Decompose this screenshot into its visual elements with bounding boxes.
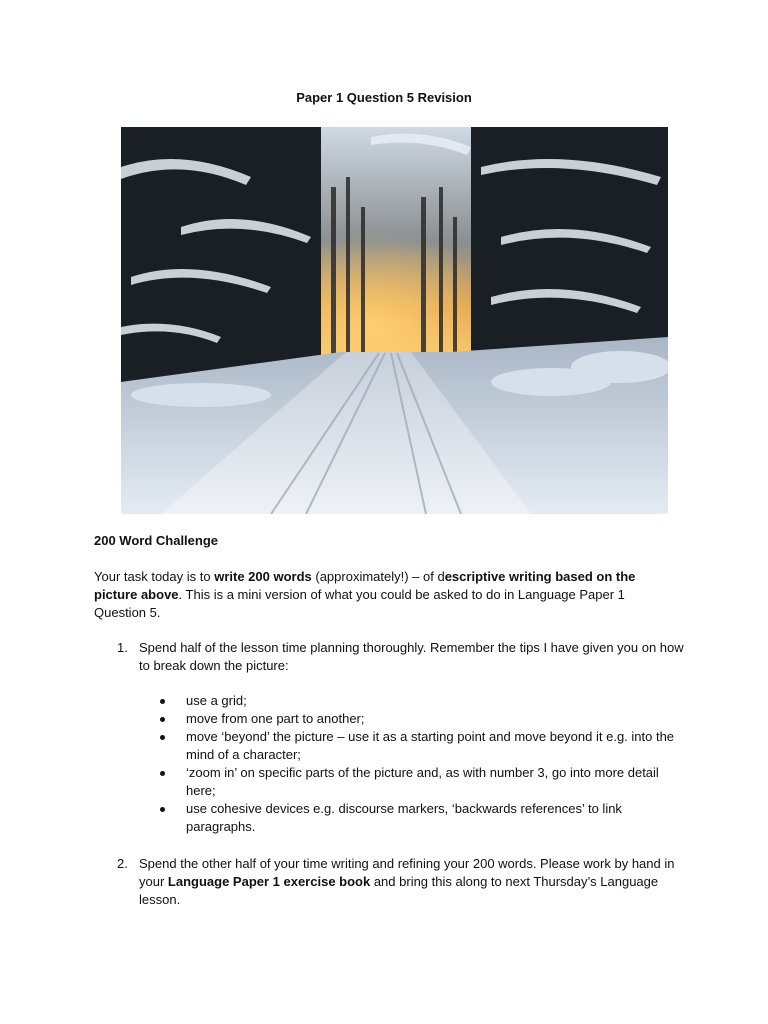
item-text-bold: Language Paper 1 exercise book: [167, 874, 371, 889]
section-heading: 200 Word Challenge: [94, 533, 219, 548]
bullet-icon: [160, 771, 165, 776]
bullet-icon: [160, 735, 165, 740]
item-number: 2.: [117, 856, 128, 871]
list-item: move from one part to another;: [160, 710, 680, 728]
item-number: 1.: [117, 640, 128, 655]
intro-text-2: (approximately!) – of d: [311, 569, 445, 584]
bullet-icon: [160, 807, 165, 812]
bullet-icon: [160, 717, 165, 722]
numbered-item-1: [94, 639, 684, 675]
tips-list: [160, 692, 680, 836]
numbered-item-2: [94, 855, 684, 909]
item-text: Spend half of the lesson time planning thoroughly. Remember the tips I have given you on how to break down the picture:: [139, 640, 684, 673]
intro-bold-1: write 200 words: [214, 569, 312, 584]
list-item: use cohesive devices e.g. discourse markers, ‘backwards references’ to link paragraphs.: [160, 800, 680, 836]
winter-road-photo: [121, 127, 668, 514]
bullet-icon: [160, 699, 165, 704]
page-title: Paper 1 Question 5 Revision: [296, 90, 472, 105]
list-item: use a grid;: [160, 692, 680, 710]
list-item: move ‘beyond’ the picture – use it as a starting point and move beyond it e.g. into the mind of a character;: [160, 728, 680, 764]
intro-bold-2: escriptive writing based on the picture above: [94, 569, 636, 602]
list-item: ‘zoom in’ on specific parts of the picture and, as with number 3, go into more detail here;: [160, 764, 680, 800]
item-text-a: Spend the other half of your time writing and refining your 200 words. Please work by hand in your: [139, 856, 675, 889]
intro-paragraph: [94, 568, 674, 622]
intro-text-3: . This is a mini version of what you could be asked to do in Language Paper 1 Question 5.: [94, 587, 625, 620]
item-text-c: and bring this along to next Thursday’s Language lesson.: [139, 874, 659, 907]
intro-text-1: Your task today is to: [94, 569, 215, 584]
